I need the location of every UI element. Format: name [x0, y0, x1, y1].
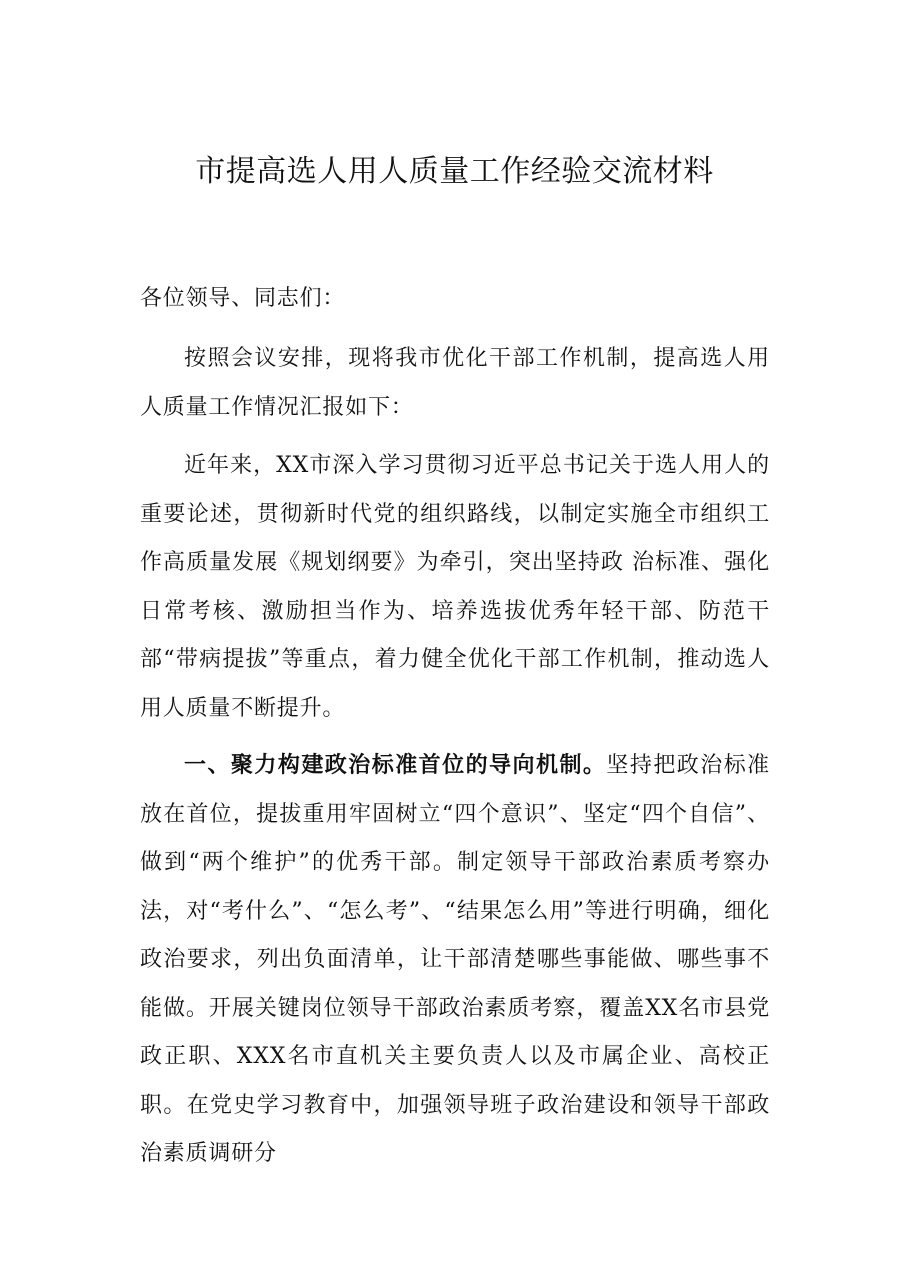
- section-one-heading: 一、聚力构建政治标准首位的导向机制。: [184, 752, 607, 778]
- section-one-text: 坚持把政治标准放在首位，提拔重用牢固树立“四个意识”、坚定“四个自信”、做到“两个维护”的优秀干部。制定领导干部政治素质考察办法，对“考什么”、“怎么考”、“结果怎么用”等进行明确，细化政治要求，列出负面清单，让干部清楚哪些事能做、哪些事不能做。开展关键岗位领导干部政治素质考察，覆盖XX名市县党政正职、XXX名市直机关主要负责人以及市属企业、高校正职。在党史学习教育中，加强领导班子政治建设和领导干部政治素质调研分: [140, 753, 770, 1166]
- document-title: 市提高选人用人质量工作经验交流材料: [195, 154, 714, 189]
- overview-paragraph: 近年来，XX市深入学习贯彻习近平总书记关于选人用人的重要论述，贯彻新时代党的组织路线，以制定实施全市组织工作高质量发展《规划纲要》为牵引，突出坚持政 治标准、强化日常考核、激励担当作为、培养选拔优秀年轻干部、防范干部“带病提拔”等重点，着力健全优化干部工作机制，推动选人用人质量不断提升。: [140, 453, 770, 721]
- salutation: 各位领导、同志们：: [140, 286, 346, 311]
- intro-paragraph: 按照会议安排，现将我市优化干部工作机制，提高选人用人质量工作情况汇报如下：: [140, 346, 770, 420]
- section-one-paragraph: [140, 741, 770, 1179]
